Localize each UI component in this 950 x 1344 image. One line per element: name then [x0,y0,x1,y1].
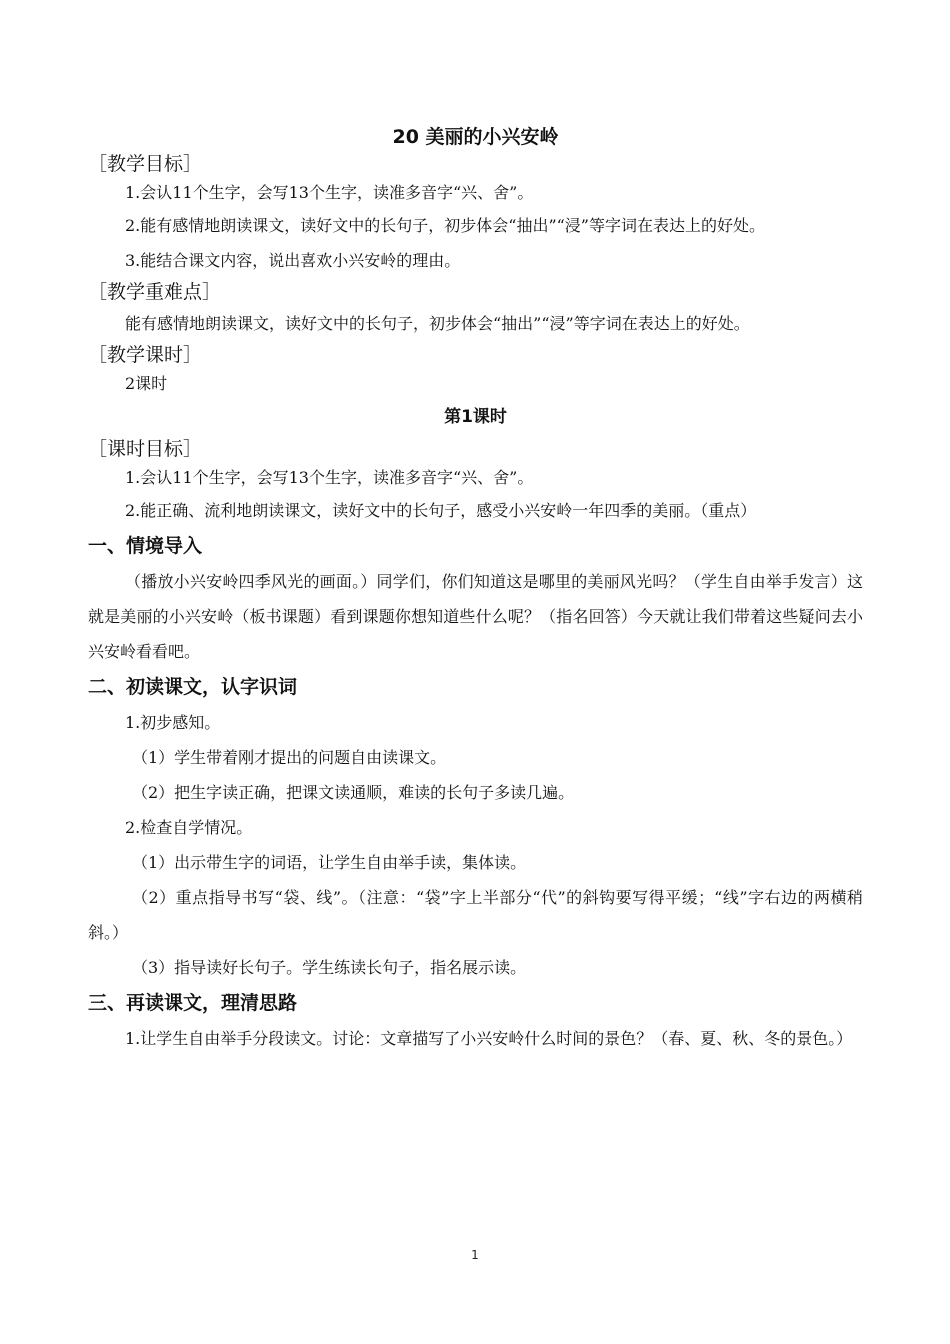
key-points-heading: ［教学重难点］ [88,281,222,303]
document-title: 20 美丽的小兴安岭 [392,126,559,148]
key-points-text: 能有感情地朗读课文，读好文中的长句子，初步体会“抽出”“浸”等字词在表达上的好处。 [125,314,750,333]
teaching-hours-text: 2课时 [125,374,168,393]
part3-item: 1.让学生自由举手分段读文。讨论：文章描写了小兴安岭什么时间的景色？（春、夏、秋、冬的景色。） [125,1029,853,1048]
goal-item: 3.能结合课文内容，说出喜欢小兴安岭的理由。 [125,251,461,270]
part2-heading: 二、初读课文，认字识词 [88,676,298,698]
document-page [88,120,863,1056]
lesson-goal-item: 2.能正确、流利地朗读课文，读好文中的长句子，感受小兴安岭一年四季的美丽。（重点） [125,501,757,520]
part1-text: （播放小兴安岭四季风光的画面。）同学们，你们知道这是哪里的美丽风光吗？（学生自由举手发言）这就是美丽的小兴安岭（板书课题）看到课题你想知道些什么呢？（指名回答）今天就让我们带着这些疑问去小兴安岭看看吧。 [88,572,863,661]
part3-heading: 三、再读课文，理清思路 [88,992,298,1014]
part1-heading: 一、情境导入 [88,535,203,557]
part2-item: （1）出示带生字的词语，让学生自由举手读，集体读。 [132,853,527,872]
lesson-goals-heading: ［课时目标］ [88,438,203,460]
part2-item: （3）指导读好长句子。学生练读长句子，指名展示读。 [132,958,527,977]
part2-item: （2）把生字读正确，把课文读通顺，难读的长句子多读几遍。 [132,783,575,802]
teaching-goals-heading: ［教学目标］ [88,153,203,175]
part2-item: （2）重点指导书写“袋、线”。（注意：“袋”字上半部分“代”的斜钩要写得平缓；“线”字右边的两横稍斜。） [88,888,863,942]
part2-item: 1.初步感知。 [125,713,221,732]
part2-item: 2.检查自学情况。 [125,818,253,837]
goal-item: 1.会认11个生字，会写13个生字，读准多音字“兴、舍”。 [125,183,534,202]
lesson-goal-item: 1.会认11个生字，会写13个生字，读准多音字“兴、舍”。 [125,468,534,487]
page-number: 1 [471,1248,479,1262]
part2-item: （1）学生带着刚才提出的问题自由读课文。 [132,748,447,767]
lesson-1-heading: 第1课时 [444,407,507,427]
teaching-hours-heading: ［教学课时］ [88,344,203,366]
goal-item: 2.能有感情地朗读课文，读好文中的长句子，初步体会“抽出”“浸”等字词在表达上的好处。 [125,216,765,235]
